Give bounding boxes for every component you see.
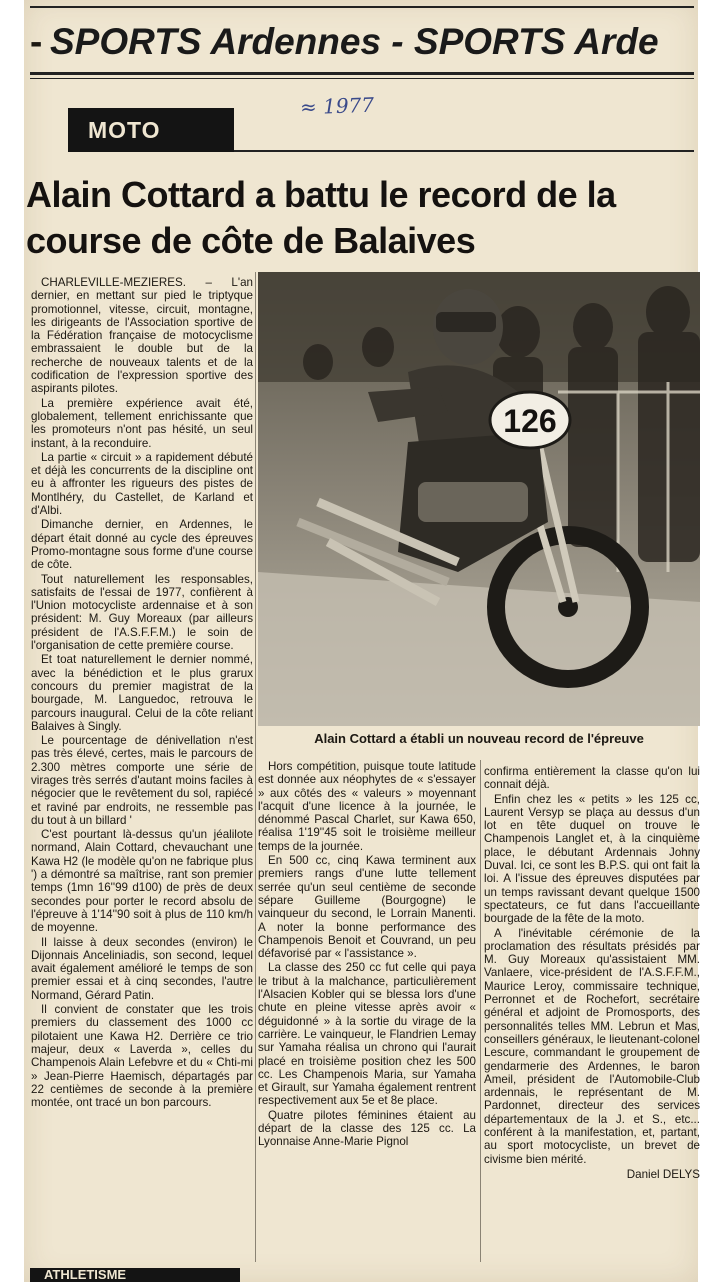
paragraph: confirma entièrement la classe qu'on lui connait déjà. (484, 765, 700, 792)
band-dash: - (30, 21, 43, 62)
paragraph: La partie « circuit » a rapidement débuté et déjà les concurrents de la discipline ont eu à affronter les rigueurs des pistes de Montlhéry, du Castellet, de Karland et d'Albi. (31, 450, 253, 518)
paragraph: Dimanche dernier, en Ardennes, le départ était donné au cycle des épreuves Promo-montagne sous forme d'une course de côte. (31, 518, 253, 572)
category-rule (234, 150, 694, 152)
paragraph: Tout naturellement les responsables, satisfaits de l'essai de 1977, confièrent à l'Union motocycliste ardennaise et à son président: M. Guy Moreaux (par ailleurs président de l'A.S.F.F.M.) le soin de l'organisation de cette première course. (31, 572, 253, 653)
paragraph: La première expérience avait été, globalement, tellement enrichissante que les promoteurs n'ont pas hésité, un seul instant, à la reconduire. (31, 396, 253, 450)
paragraph: En 500 cc, cinq Kawa terminent aux premiers rangs d'une lutte tellement serrée qu'un seul centième de seconde sépare Guilleme (Bourgogne) le vainqueur du second, le Lorrain Manenti. A noter la bonne performance des Champenois Benoit et Couvrand, un peu défavorisé par « l'assistance ». (258, 854, 476, 961)
article-column-1 (31, 276, 253, 1110)
handwritten-date: ≈ 1977 (299, 92, 375, 120)
photo-caption: Alain Cottard a établi un nouveau record de l'épreuve (314, 731, 644, 746)
band-rule-thin (30, 78, 694, 79)
next-section-tag: ATHLETISME (30, 1268, 240, 1282)
paragraph: Et toat naturellement le dernier nommé, avec la bénédiction et le plus grarux concours du premier magistrat de la bourgade, M. Languedoc, retrouva le parcours inaugural. Celui de la côte reliant Balaives à Singly. (31, 653, 253, 733)
category-tag: MOTO (68, 108, 234, 152)
paragraph: C'est pourtant là-dessus qu'un jéalilote normand, Alain Cottard, chevauchant une Kawa H2 (le modèle qu'on ne fabrique plus ') a démontré sa maîtrise, rant son premier temps (1mn 16''99 d100) de près de deux secondes pour porter le record absolu de l'épreuve à 1'14''90 soit à plus de 110 km/h de moyenne. (31, 828, 253, 935)
column-rule (255, 272, 256, 1262)
top-rule (30, 6, 694, 8)
paragraph: Le pourcentage de dénivellation n'est pas très élevé, certes, mais le parcours de 2.300 mètres comporte une série de virages très serrés d'autant moins faciles à négocier que le revêtement du sol, rapiécé et raviné par endroits, ne ressemble pas du tout à un billard ' (31, 734, 253, 827)
paragraph: Il convient de constater que les trois premiers du classement des 1000 cc pilotaient une Kawa H2. Derrière ce trio majeur, deux « Laverda », celles du Champenois Alain Lefebvre et du « Chti-mi » Jean-Pierre Haemisch, départagés par 22 centièmes de seconde à la première montée, ont tracé un bon parcours. (31, 1003, 253, 1110)
race-number: 126 (503, 403, 557, 439)
paragraph: Enfin chez les « petits » les 125 cc, Laurent Versyp se plaça au dessus d'un lot en tête duquel on trouve le Champenois Langlet et, à la cinquième place, le débutant Ardennais Johny Duval. Ici, ce sont les B.P.S. qui ont fait la loi. A l'issue des épreuves disputées par un temps ravissant devant quelque 1500 spectateurs, ce fut dans l'accueillante bourgade de la fête de la moto. (484, 792, 700, 926)
headline: Alain Cottard a battu le record de la course de côte de Balaives (26, 174, 616, 261)
author-signature: Daniel DELYS (626, 1167, 700, 1181)
paragraph: CHARLEVILLE-MEZIERES. – L'an dernier, en mettant sur pied le triptyque promotionnel, vitesse, circuit, montagne, les dirigeants de l'Association sportive de la Fédération française de motocyclisme embrassaient le double but de la recherche de nouveaux talents et de la codification de l'expression sportive des aspirants pilotes. (31, 276, 253, 396)
paragraph: Quatre pilotes féminines étaient au départ de la classe des 125 cc. La Lyonnaise Anne-Marie Pignol (258, 1108, 476, 1149)
paragraph: Il laisse à deux secondes (environ) le Dijonnais Anceliniadis, son second, lequel avait également amélioré le temps de son premier essai et à cinq secondes, l'autre Normand, Gérard Patin. (31, 935, 253, 1002)
paragraph: Hors compétition, puisque toute latitude est donnée aux néophytes de « s'essayer » aux côtés des « valeurs » moyennant l'acquit d'une licence à la journée, le dénommé Pascal Charlet, sur Kawa 650, réalisa 1'19''45 soit le troisième meilleur temps de la journée. (258, 760, 476, 853)
band-rule (30, 72, 694, 75)
article-column-2 (258, 760, 476, 1150)
race-photo (258, 272, 700, 726)
paragraph: A l'inévitable cérémonie de la proclamation des résultats présidés par M. Guy Moreaux qu'assistaient MM. Vanlaere, vice-président de l'A.S.F.F.M., Maurice Leroy, commissaire technique, Perronnet et de Rochefort, secrétaire général et adjoint de Promosports, des personnalités telles MM. Lebrun et Mas, conseillers généraux, le lieutenant-colonel Lescure, commandant le groupement de gendarmerie des Ardennes, le baron Ameil, président de l'Automobile-Club ardennais, le représentant de M. Pardonnet, directeur des services départementaux de la J. et S., etc... conférent à la manifestation, et, partant, au sport motocycliste, un brevet de civisme bien mérité. (484, 926, 700, 1166)
column-rule (480, 760, 481, 1262)
motorcycle-photo-illustration (258, 272, 700, 726)
paragraph: La classe des 250 cc fut celle qui paya le tribut à la malchance, particulièrement l'Alsacien Kobler qui se blessa lors d'une chute en pleine vitesse après avoir « déguidonné » à la sortie du virage de la carrière. Le vainqueur, le Flandrien Lemay sur Yamaha réalisa un chrono qui l'aurait placé en troisième position chez les 500 cc. Les Champenois Maria, sur Yamaha et Girault, sur Yamaha également rentrent respectivement aux 5e et 8e place. (258, 961, 476, 1108)
section-band: SPORTS Ardennes - SPORTS Arde (50, 21, 659, 62)
article-column-3 (484, 765, 700, 1182)
